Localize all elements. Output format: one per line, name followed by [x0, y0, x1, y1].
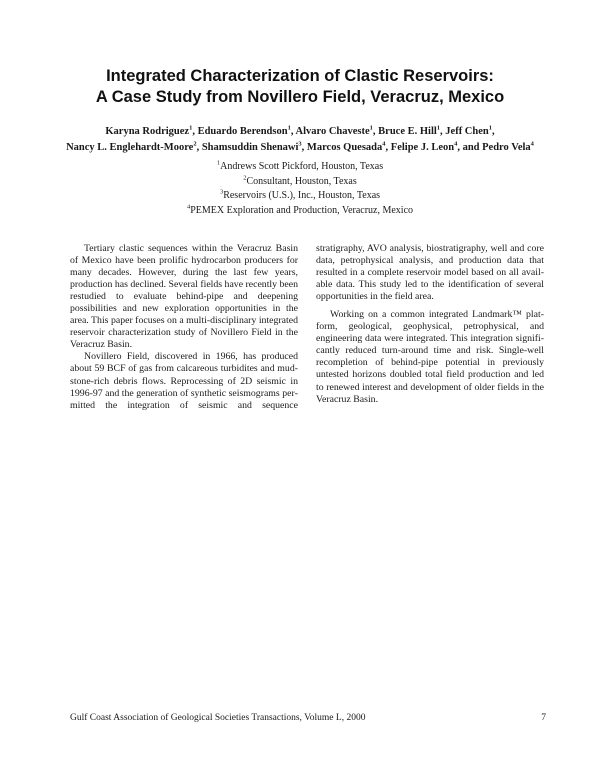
abstract-paragraph-2-start: Novillero Field, discovered in 1966, has produced about 59 BCF of gas from calcareous turbidites and mudstone-rich debris flows. Reprocessing of 2D seismic in 1996-97 and the generation of synthetic seismograms permitted the integration of seismic and sequence: [70, 351, 298, 411]
author-affiliation-mark: 3: [298, 140, 302, 148]
affiliation-item: [0, 189, 600, 204]
author-name: Eduardo Berendson: [197, 126, 288, 137]
affiliation-text: Andrews Scott Pickford, Houston, Texas: [220, 161, 384, 172]
abstract-right-column: [316, 243, 544, 406]
author-name: Shamsuddin Shenawi: [201, 142, 299, 153]
affiliation-mark: 3: [219, 188, 224, 196]
author-separator: ,: [440, 126, 446, 137]
affiliation-text: Reservoirs (U.S.), Inc., Houston, Texas: [223, 190, 381, 202]
affiliation-item: [0, 204, 600, 219]
author-separator: , and: [457, 142, 483, 153]
author-name: Nancy L. Englehardt-Moore: [66, 142, 194, 153]
affiliation-item: [0, 175, 600, 190]
author-affiliation-mark: 1: [436, 124, 441, 132]
paper-title: [0, 66, 600, 108]
author-name: Karyna Rodriguez: [105, 126, 190, 137]
author-name: Pedro Vela: [482, 142, 531, 153]
affiliation-text: Consultant, Houston, Texas: [246, 175, 357, 187]
author-separator: ,: [301, 142, 307, 153]
author-line-1: [0, 124, 600, 140]
author-affiliation-mark: 4: [454, 140, 458, 148]
author-affiliation-mark: 1: [488, 124, 492, 132]
author-separator: ,: [385, 142, 391, 153]
author-separator: ,: [491, 126, 495, 137]
author-affiliation-mark: 4: [382, 140, 386, 148]
abstract-paragraph-2-end: stratigraphy, AVO analysis, biostratigraphy, well and core data, petrophysical analysis, and production data that resulted in a complete reservoir model based on all available data. This study led to the identification of several opportunities in the field area.: [316, 243, 544, 303]
author-separator: ,: [196, 142, 202, 153]
author-name: Marcos Quesada: [306, 142, 383, 153]
author-list: [0, 124, 600, 156]
author-affiliation-mark: 4: [530, 140, 534, 148]
author-name: Jeff Chen: [445, 126, 489, 137]
affiliation-mark: 4: [186, 203, 191, 211]
author-affiliation-mark: 2: [193, 140, 197, 148]
author-name: Bruce E. Hill: [378, 126, 437, 137]
title-line-1: Integrated Characterization of Clastic Reservoirs:: [106, 67, 494, 85]
abstract-left-column: [70, 243, 298, 412]
author-separator: ,: [192, 126, 198, 137]
author-separator: ,: [290, 126, 296, 137]
author-line-2: [0, 140, 600, 156]
abstract-paragraph-1: Tertiary clastic sequences within the Veracruz Basin of Mexico have been prolific hydrocarbon producers for many decades. However, during the last few years, production has declined. Several fields have recently been restudied to evaluate behind-pipe and deepening possibilities and new exploration opportunities in the area. This paper focuses on a multi-disciplinary integrated reservoir characterization study of Novillero Field in the Veracruz Basin.: [70, 243, 298, 351]
author-separator: ,: [372, 126, 379, 137]
affiliation-text: PEMEX Exploration and Production, Veracruz, Mexico: [190, 204, 414, 216]
affiliation-list: [0, 160, 600, 218]
abstract-paragraph-3: Working on a common integrated Landmark™ platform, geological, geophysical, petrophysical, and engineering data were integrated. This integration significantly reduced turn-around time and risk. Single-well recompletion of behind-pipe potential in previously untested horizons doubled total field production and led to renewed interest and development of older fields in the Veracruz Basin.: [316, 309, 544, 405]
title-line-2: A Case Study from Novillero Field, Veracruz, Mexico: [95, 88, 505, 106]
author-affiliation-mark: 1: [189, 124, 193, 132]
author-affiliation-mark: 1: [369, 124, 373, 132]
affiliation-mark: 2: [243, 174, 247, 182]
affiliation-item: [0, 160, 600, 175]
author-name: Felipe J. Leon: [390, 142, 455, 153]
journal-citation: Gulf Coast Association of Geological Societies Transactions, Volume L, 2000: [70, 713, 366, 723]
author-affiliation-mark: 1: [287, 124, 291, 132]
author-name: Alvaro Chaveste: [295, 126, 370, 137]
affiliation-mark: 1: [216, 159, 221, 167]
page-number: 7: [541, 713, 546, 723]
